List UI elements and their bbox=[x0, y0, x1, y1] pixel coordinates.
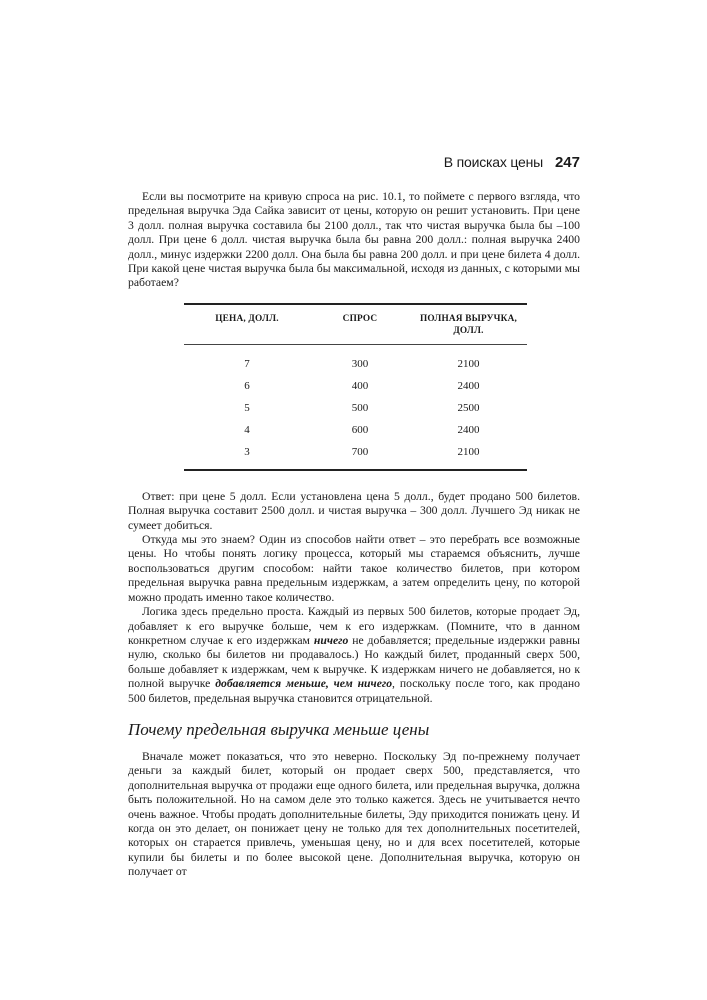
cell-demand: 400 bbox=[351, 379, 369, 392]
table-row bbox=[184, 344, 527, 375]
page-number: 247 bbox=[554, 154, 580, 171]
logic-text-2: не добавляется; предельные издержки равны нулю, сколько бы билетов ни продавалось.) Но каждый билет, проданный сверх 500, больше добавляет к издержкам, чем к выручке. К издержкам ничего не добавляется, но к полной выручке bbox=[128, 633, 580, 691]
table-row bbox=[184, 441, 527, 470]
paragraph-answer: Ответ: при цене 5 долл. Если установлена цена 5 долл., будет продано 500 билетов. Полная выручка составит 2500 долл. и чистая выручка – 300 долл. Лучшего Эд никак не сумеет добиться. bbox=[128, 489, 580, 532]
cell-revenue: 2400 bbox=[457, 423, 480, 436]
running-header bbox=[128, 154, 580, 176]
cell-demand: 300 bbox=[351, 357, 369, 370]
logic-text-1: Логика здесь предельно проста. Каждый из первых 500 билетов, которые продает Эд, добавляет к его выручке больше, чем к его издержкам. (Помните, что в данном конкретном случае к его издержкам bbox=[128, 605, 580, 647]
cell-demand: 600 bbox=[351, 423, 369, 436]
running-title: В поисках цены bbox=[443, 154, 543, 170]
table-row bbox=[184, 375, 527, 397]
price-demand-table bbox=[184, 303, 527, 471]
cell-price: 6 bbox=[244, 379, 250, 392]
cell-revenue: 2100 bbox=[457, 357, 480, 370]
section-heading: Почему предельная выручка меньше цены bbox=[128, 719, 430, 739]
cell-revenue: 2100 bbox=[457, 445, 480, 458]
paragraph-intro: Если вы посмотрите на кривую спроса на рис. 10.1, то поймете с первого взгляда, что предельная выручка Эда Сайка зависит от цены, которую он решит установить. При цене 3 долл. полная выручка составила бы 2100 долл., так что чистая выручка была бы –100 долл. При цене 6 долл. чистая выручка была бы равна 200 долл.: полная выручка 2400 долл., минус издержки 2200 долл. Она была бы равна 200 долл. и при цене билета 4 долл. При какой цене чистая выручка была бы максимальной, исходя из данных, с которыми мы работаем? bbox=[128, 190, 580, 290]
emphasis-less-than-nothing: добавляется меньше, чем ничего bbox=[215, 677, 393, 691]
column-header-revenue: ПОЛНАЯ ВЫРУЧКА, ДОЛЛ. bbox=[410, 304, 527, 345]
paragraph-section-body: Вначале может показаться, что это неверно. Поскольку Эд по-прежнему получает деньги за каждый билет, который он продает сверх 500, представляется, что дополнительная выручка от продажи еще одного билета, или предельная выручка, должна быть положительной. Но на самом деле это только кажется. Здесь не учитывается нечто очень важное. Чтобы продать дополнительные билеты, Эду приходится понижать цену. И когда он это делает, он понижает цену не только для тех дополнительных посетителей, которых он старается привлечь, уменьшая цену, но и для всех посетителей, которые купили бы билеты и по более высокой цене. Дополнительная выручка, которую он получает от bbox=[128, 749, 580, 879]
paragraph-logic bbox=[128, 605, 580, 706]
cell-price: 3 bbox=[244, 445, 250, 458]
column-header-demand: СПРОС bbox=[310, 304, 410, 345]
cell-revenue: 2500 bbox=[457, 401, 480, 414]
logic-text-3: , поскольку после того, как продано 500 билетов, предельная выручка становится отрицательной. bbox=[128, 677, 580, 705]
cell-price: 4 bbox=[244, 423, 250, 436]
cell-demand: 700 bbox=[351, 445, 369, 458]
table-row bbox=[184, 397, 527, 419]
cell-price: 7 bbox=[244, 357, 250, 370]
page-body bbox=[128, 190, 580, 880]
cell-price: 5 bbox=[244, 401, 250, 414]
cell-demand: 500 bbox=[351, 401, 369, 414]
table-row bbox=[184, 419, 527, 441]
column-header-price: ЦЕНА, ДОЛЛ. bbox=[184, 304, 310, 345]
emphasis-nothing: ничего bbox=[313, 633, 349, 647]
cell-revenue: 2400 bbox=[457, 379, 480, 392]
table-header-row bbox=[184, 304, 527, 345]
paragraph-method: Откуда мы это знаем? Один из способов найти ответ – это перебрать все возможные цены. Но чтобы понять логику процесса, который мы стараемся объяснить, лучше воспользоваться другим способом: найти такое количество билетов, при котором предельная выручка равна предельным издержкам, а затем определить цену, по которой можно продать именно такое количество. bbox=[128, 533, 580, 604]
